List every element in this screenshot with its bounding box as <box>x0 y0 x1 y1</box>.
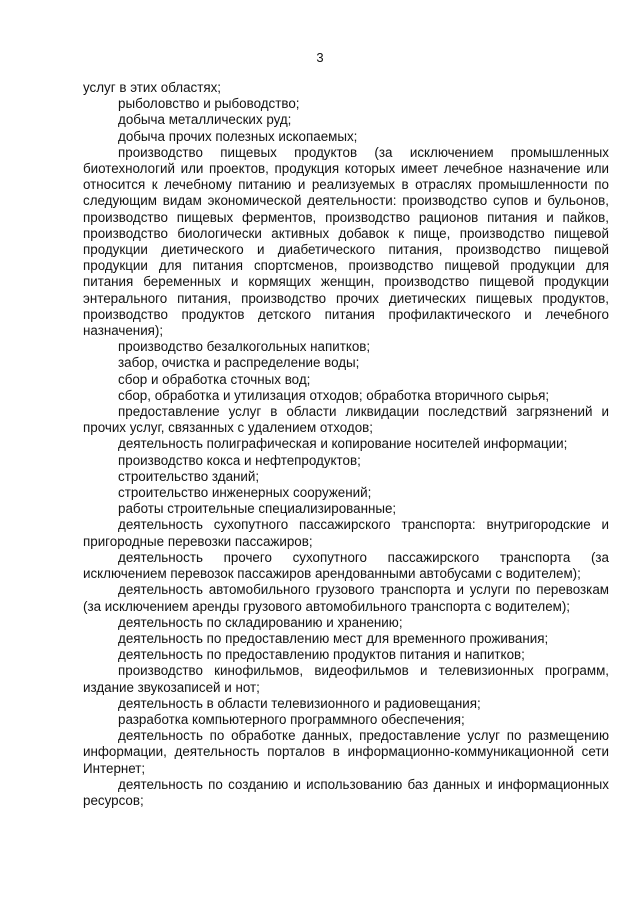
list-item: деятельность автомобильного грузового транспорта и услуги по перевозкам (за исключением аренды грузового автомобильного транспорта с водителем); <box>83 582 609 614</box>
list-item: деятельность по созданию и использованию баз данных и информационных ресурсов; <box>83 776 609 808</box>
paragraph-continuation: услуг в этих областях; <box>83 80 222 95</box>
list-item: деятельность прочего сухопутного пассажирского транспорта (за исключением перевозок пассажиров арендованными автобусами с водителем); <box>83 549 609 582</box>
document-body <box>83 80 609 809</box>
list-item: строительство инженерных сооружений; <box>118 485 372 501</box>
list-item: деятельность полиграфическая и копирование носителей информации; <box>118 436 568 452</box>
list-item: работы строительные специализированные; <box>118 501 397 517</box>
list-item: производство кокса и нефтепродуктов; <box>118 452 361 468</box>
list-item: производство кинофильмов, видеофильмов и телевизионных программ, издание звукозаписей и нот; <box>83 663 609 695</box>
list-item: сбор и обработка сточных вод; <box>118 371 311 387</box>
list-item: сбор, обработка и утилизация отходов; обработка вторичного сырья; <box>118 387 550 403</box>
list-item: деятельность по предоставлению продуктов питания и напитков; <box>118 647 525 663</box>
list-item: деятельность сухопутного пассажирского транспорта: внутригородские и пригородные перевозки пассажиров; <box>83 517 609 549</box>
list-item: производство безалкогольных напитков; <box>118 339 371 355</box>
list-item: предоставление услуг в области ликвидации последствий загрязнений и прочих услуг, связанных с удалением отходов; <box>83 404 609 436</box>
page-number: 3 <box>316 50 324 65</box>
list-item: добыча прочих полезных ископаемых; <box>118 128 358 144</box>
list-item: забор, очистка и распределение воды; <box>118 355 360 371</box>
list-item: производство пищевых продуктов (за исключением промышленных биотехнологий или проектов, продукция которых имеет лечебное назначение или относится к лечебному питанию и реализуемых в отраслях промышленности по следующим видам экономической деятельности: производство супов и бульонов, производство пищевых ферментов, производство рационов питания и пайков, производство биологически активных добавок к пище, производство пищевой продукции диетического и диабетического питания, производство пищевой продукции для питания спортсменов, производство пищевой продукции для питания беременных и кормящих женщин, производство пищевой продукции энтерального питания, производство прочих диетических пищевых продуктов, производство продуктов детского питания профилактического и лечебного назначения); <box>83 144 609 339</box>
list-item: разработка компьютерного программного обеспечения; <box>118 711 465 727</box>
list-item: строительство зданий; <box>118 468 260 484</box>
list-item: деятельность по обработке данных, предоставление услуг по размещению информации, деятельность порталов в информационно-коммуникационной сети Интернет; <box>83 728 609 776</box>
list-item: деятельность в области телевизионного и радиовещания; <box>118 695 481 711</box>
list-item: добыча металлических руд; <box>118 112 292 128</box>
list-item: рыболовство и рыбоводство; <box>118 96 300 112</box>
list-item: деятельность по предоставлению мест для временного проживания; <box>118 630 549 646</box>
list-item: деятельность по складированию и хранению; <box>118 614 403 630</box>
